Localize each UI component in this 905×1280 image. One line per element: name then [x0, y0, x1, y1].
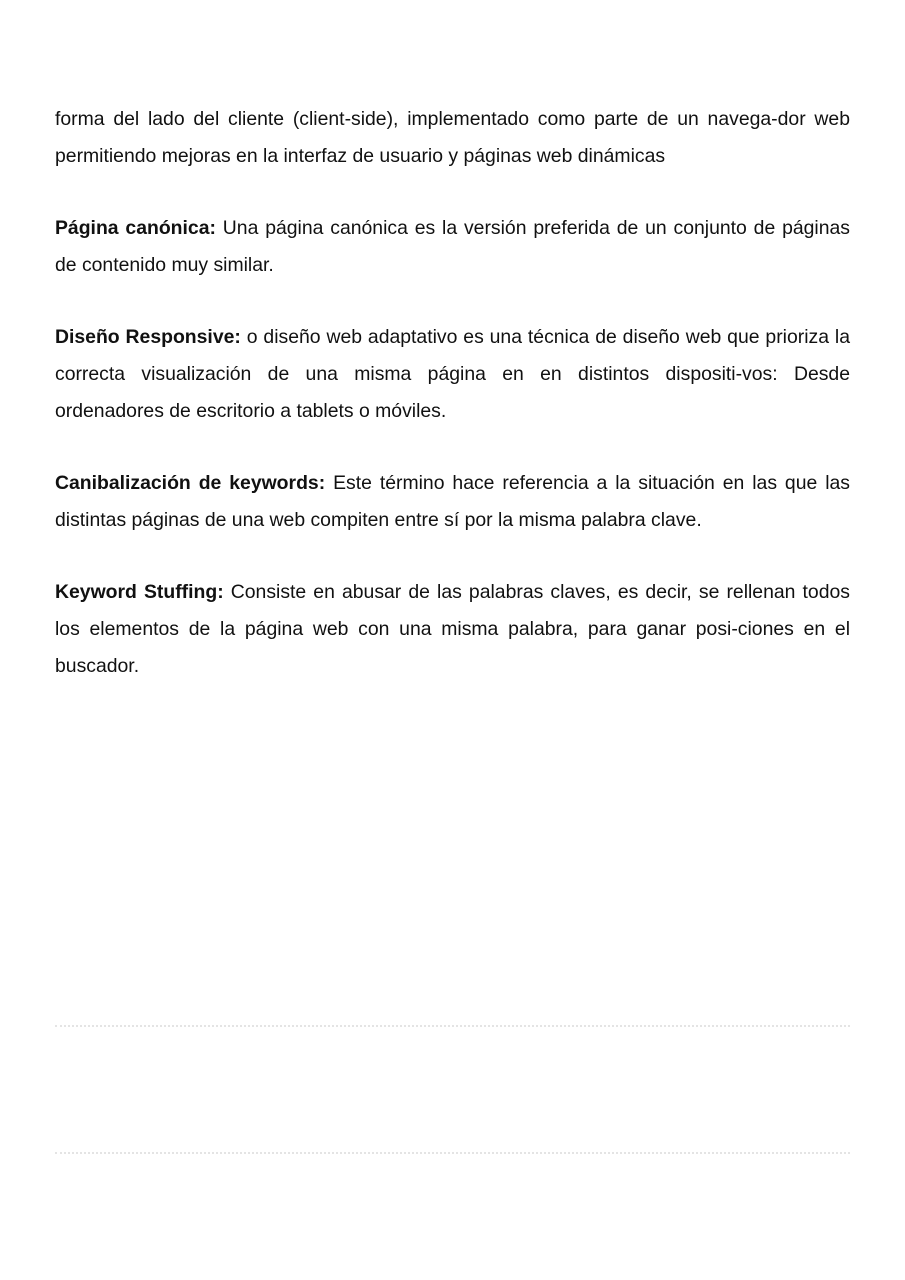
document-page	[55, 101, 850, 720]
definition-text: Consiste en abusar de las palabras claves, es decir, se rellenan todos los elementos de la página web con una misma palabra, para ganar posi-ciones en el buscador.	[55, 581, 850, 677]
definition-keyword-cannibalization	[55, 465, 850, 539]
definition-text: Una página canónica es la versión preferida de un conjunto de páginas de contenido muy similar.	[55, 217, 850, 276]
footer-divider-bottom	[55, 1152, 850, 1154]
intro-paragraph: forma del lado del cliente (client-side), implementado como parte de un navega-dor web permitiendo mejoras en la interfaz de usuario y páginas web dinámicas	[55, 108, 850, 167]
definition-keyword-stuffing	[55, 574, 850, 685]
definition-term: Página canónica:	[55, 217, 216, 239]
definition-term: Keyword Stuffing:	[55, 581, 224, 603]
definition-canonical-page	[55, 210, 850, 284]
footer-divider-top	[55, 1025, 850, 1027]
definition-term: Canibalización de keywords:	[55, 472, 326, 494]
definition-term: Diseño Responsive:	[55, 326, 241, 348]
definition-text: Este término hace referencia a la situación en las que las distintas páginas de una web compiten entre sí por la misma palabra clave.	[55, 472, 851, 531]
definition-text: o diseño web adaptativo es una técnica de diseño web que prioriza la correcta visualización de una misma página en en distintos dispositi-vos: Desde ordenadores de escritorio a tablets o móviles.	[55, 326, 850, 422]
definition-responsive-design	[55, 319, 850, 430]
